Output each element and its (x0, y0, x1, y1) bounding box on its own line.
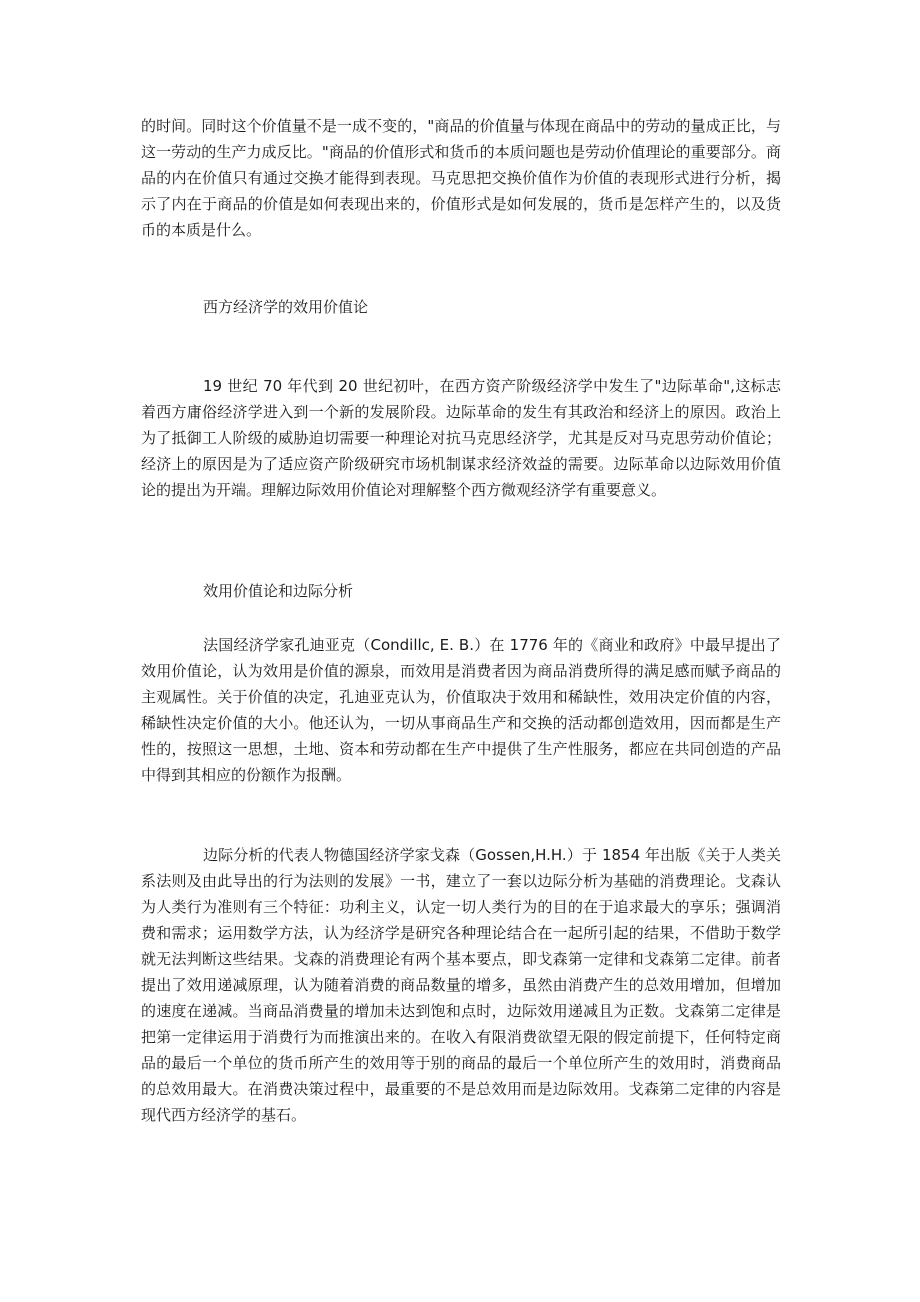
section-heading-utility-value-theory: 西方经济学的效用价值论 (203, 298, 369, 316)
paragraph-condillac: 法国经济学家孔迪亚克（Condillc, E. B.）在 1776 年的《商业和政府》中最早提出了效用价值论，认为效用是价值的源泉，而效用是消费者因为商品消费所得的满足感而赋予商品的主观属性。关于价值的决定，孔迪亚克认为，价值取决于效用和稀缺性，效用决定价值的内容，稀缺性决定价值的大小。他还认为，一切从事商品生产和交换的活动都创造效用，因而都是生产性的，按照这一思想，土地、资本和劳动都在生产中提供了生产性服务，都应在共同创造的产品中得到其相应的份额作为报酬。 (141, 636, 781, 784)
paragraph-labor-value-continued: 的时间。同时这个价值量不是一成不变的，"商品的价值量与体现在商品中的劳动的量成正比，与这一劳动的生产力成反比。"商品的价值形式和货币的本质问题也是劳动价值理论的重要部分。商品的内在价值只有通过交换才能得到表现。马克思把交换价值作为价值的表现形式进行分析，揭示了内在于商品的价值是如何表现出来的，价值形式是如何发展的，货币是怎样产生的，以及货币的本质是什么。 (141, 117, 781, 239)
section-heading-marginal-analysis: 效用价值论和边际分析 (203, 582, 354, 600)
paragraph-gossen: 边际分析的代表人物德国经济学家戈森（Gossen,H.H.）于 1854 年出版《关于人类关系法则及由此导出的行为法则的发展》一书，建立了一套以边际分析为基础的消费理论。戈森认为人类行为准则有三个特征：功利主义，认定一切人类行为的目的在于追求最大的享乐；强调消费和需求；运用数学方法，认为经济学是研究各种理论结合在一起所引起的结果，不借助于数学就无法判断这些结果。戈森的消费理论有两个基本要点，即戈森第一定律和戈森第二定律。前者提出了效用递减原理，认为随着消费的商品数量的增多，虽然由消费产生的总效用增加，但增加的速度在递减。当商品消费量的增加未达到饱和点时，边际效用递减且为正数。戈森第二定律是把第一定律运用于消费行为而推演出来的。在收入有限消费欲望无限的假定前提下，任何特定商品的最后一个单位的货币所产生的效用等于别的商品的最后一个单位所产生的效用时，消费商品的总效用最大。在消费决策过程中，最重要的不是总效用而是边际效用。戈森第二定律的内容是现代西方经济学的基石。 (141, 846, 781, 1124)
paragraph-marginal-revolution: 19 世纪 70 年代到 20 世纪初叶，在西方资产阶级经济学中发生了"边际革命",这标志着西方庸俗经济学进入到一个新的发展阶段。边际革命的发生有其政治和经济上的原因。政治上为了抵御工人阶级的威胁迫切需要一种理论对抗马克思经济学，尤其是反对马克思劳动价值论；经济上的原因是为了适应资产阶级研究市场机制谋求经济效益的需要。边际革命以边际效用价值论的提出为开端。理解边际效用价值论对理解整个西方微观经济学有重要意义。 (141, 377, 781, 499)
